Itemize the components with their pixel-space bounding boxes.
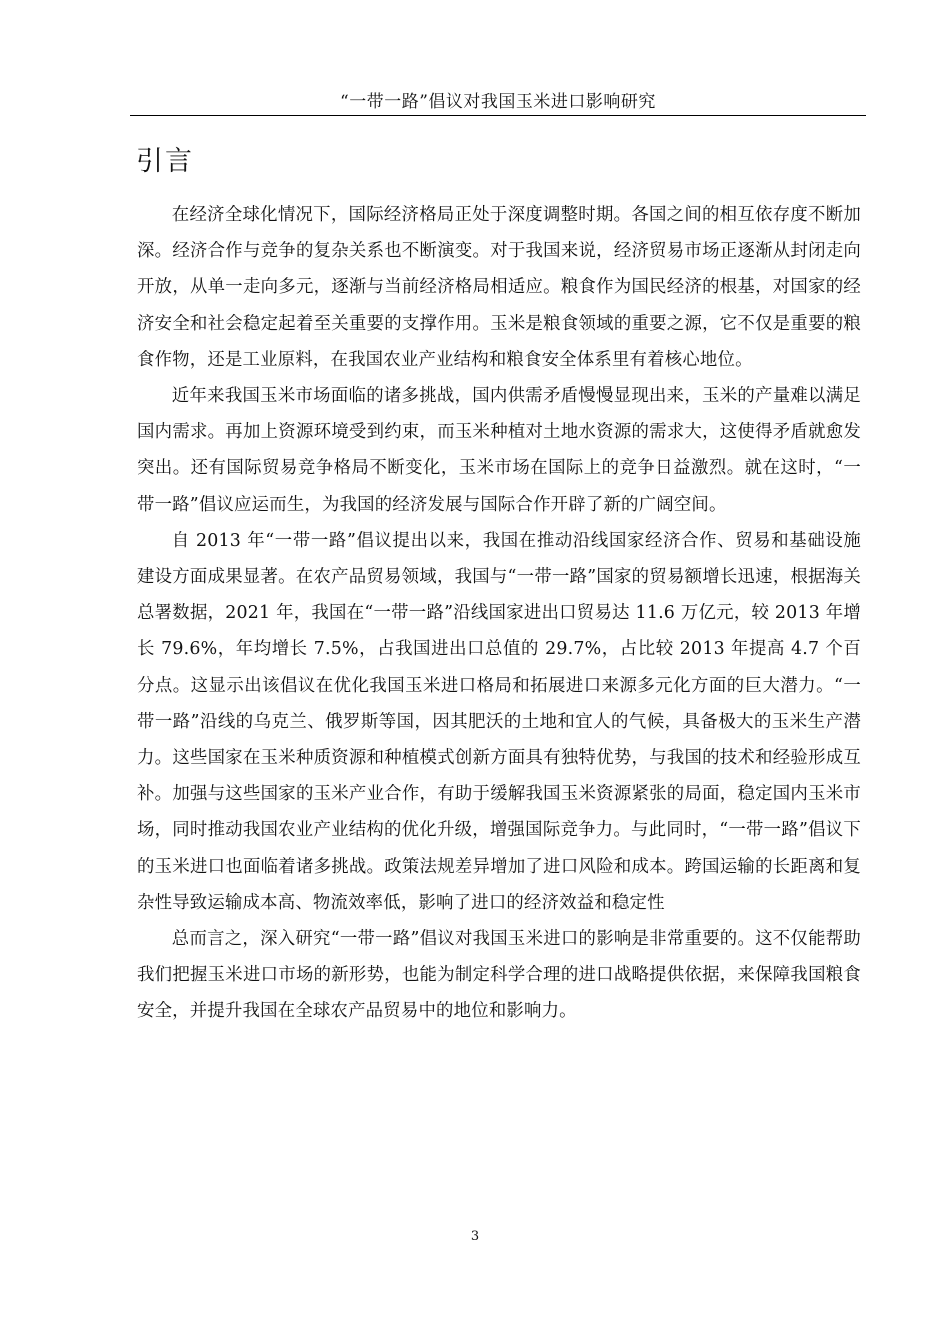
paragraph: 自 2013 年“一带一路”倡议提出以来，我国在推动沿线国家经济合作、贸易和基础设施建设方面成果显著。在农产品贸易领域，我国与“一带一路”国家的贸易额增长迅速，根据海关总署数据，2021 年，我国在“一带一路”沿线国家进出口贸易达 11.6 万亿元，较 2013 年增长 79.6%，年均增长 7.5%，占我国进出口总值的 29.7%，占比较 2013 年提高 4.7 个百分点。这显示出该倡议在优化我国玉米进口格局和拓展进口来源多元化方面的巨大潜力。“一带一路”沿线的乌克兰、俄罗斯等国，因其肥沃的土地和宜人的气候，具备极大的玉米生产潜力。这些国家在玉米种质资源和种植模式创新方面具有独特优势，与我国的技术和经验形成互补。加强与这些国家的玉米产业合作，有助于缓解我国玉米资源紧张的局面，稳定国内玉米市场，同时推动我国农业产业结构的优化升级，增强国际竞争力。与此同时，“一带一路”倡议下的玉米进口也面临着诸多挑战。政策法规差异增加了进口风险和成本。跨国运输的长距离和复杂性导致运输成本高、物流效率低，影响了进口的经济效益和稳定性: [137, 530, 861, 913]
paragraph: 总而言之，深入研究“一带一路”倡议对我国玉米进口的影响是非常重要的。这不仅能帮助我们把握玉米进口市场的新形势，也能为制定科学合理的进口战略提供依据，来保障我国粮食安全，并提升我国在全球农产品贸易中的地位和影响力。: [137, 929, 861, 1022]
paragraph: 近年来我国玉米市场面临的诸多挑战，国内供需矛盾慢慢显现出来，玉米的产量难以满足国内需求。再加上资源环境受到约束，而玉米种植对土地水资源的需求大，这使得矛盾就愈发突出。还有国际贸易竞争格局不断变化，玉米市场在国际上的竞争日益激烈。就在这时，“一带一路”倡议应运而生，为我国的经济发展与国际合作开辟了新的广阔空间。: [137, 386, 861, 515]
paragraph: 在经济全球化情况下，国际经济格局正处于深度调整时期。各国之间的相互依存度不断加深。经济合作与竞争的复杂关系也不断演变。对于我国来说，经济贸易市场正逐渐从封闭走向开放，从单一走向多元，逐渐与当前经济格局相适应。粮食作为国民经济的根基，对国家的经济安全和社会稳定起着至关重要的支撑作用。玉米是粮食领域的重要之源，它不仅是重要的粮食作物，还是工业原料，在我国农业产业结构和粮食安全体系里有着核心地位。: [137, 205, 861, 370]
page-number: 3: [470, 1229, 480, 1244]
body-text: [137, 197, 861, 1030]
section-title: 引言: [136, 146, 194, 177]
running-header: “一带一路”倡议对我国玉米进口影响研究: [130, 90, 866, 116]
